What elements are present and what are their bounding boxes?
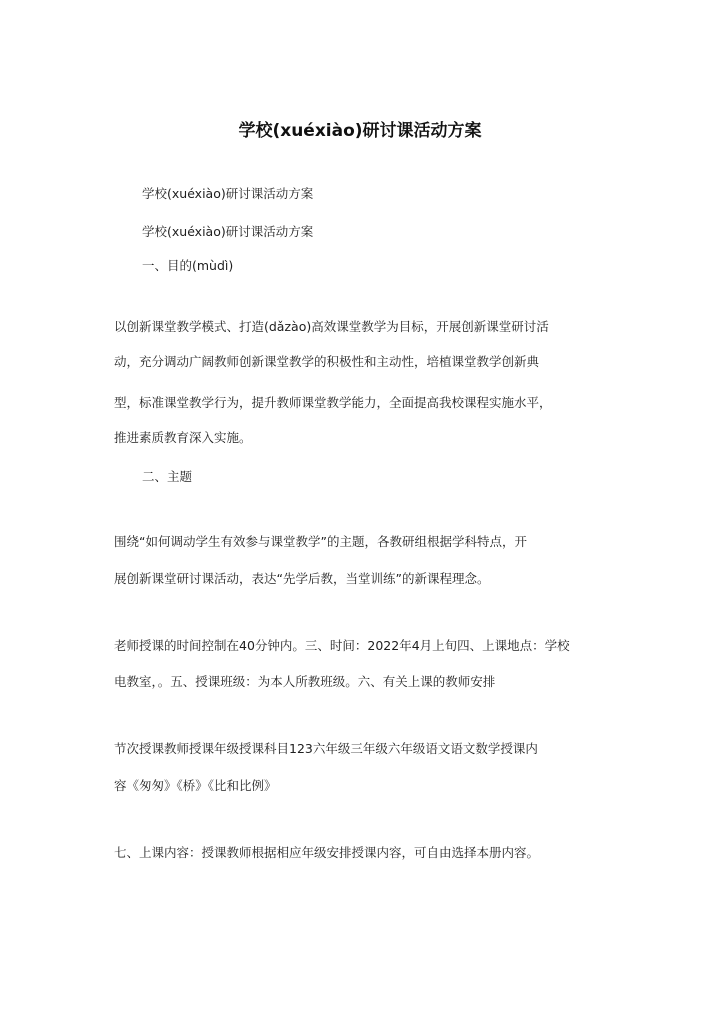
- paragraph-line: 七、上课内容：授课教师根据相应年级安排授课内容，可自由选择本册内容。: [114, 845, 540, 860]
- paragraph-line: 围绕“如何调动学生有效参与课堂教学”的主题，各教研组根据学科特点，开: [114, 534, 527, 549]
- paragraph-line: 节次授课教师授课年级授课科目123六年级三年级六年级语文语文数学授课内: [114, 741, 538, 756]
- paragraph-line: 动，充分调动广阔教师创新课堂教学的积极性和主动性，培植课堂教学创新典: [114, 354, 540, 369]
- document-title: 学校(xuéxiào)研讨课活动方案: [238, 121, 482, 141]
- paragraph-line: 容《匆匆》《桥》《比和比例》: [114, 778, 277, 793]
- paragraph-line: 展创新课堂研讨课活动，表达“先学后教，当堂训练”的新课程理念。: [114, 571, 490, 586]
- paragraph-line: 老师授课的时间控制在40分钟内。三、时间：2022年4月上旬四、上课地点：学校: [114, 638, 570, 653]
- paragraph-line: 以创新课堂教学模式、打造(dǎzào)高效课堂教学为目标，开展创新课堂研讨活: [114, 319, 549, 334]
- section-heading-theme: 二、主题: [142, 469, 193, 484]
- paragraph-line: 型，标准课堂教学行为，提升教师课堂教学能力，全面提高我校课程实施水平，: [114, 395, 552, 410]
- section-heading-purpose: 一、目的(mùdì): [142, 258, 234, 273]
- paragraph-line: 推进素质教育深入实施。: [114, 430, 252, 445]
- subtitle-line: 学校(xuéxiào)研讨课活动方案: [142, 186, 314, 201]
- paragraph-line: 电教室，。五、授课班级：为本人所教班级。六、有关上课的教师安排: [114, 674, 496, 689]
- subtitle-line: 学校(xuéxiào)研讨课活动方案: [142, 224, 314, 239]
